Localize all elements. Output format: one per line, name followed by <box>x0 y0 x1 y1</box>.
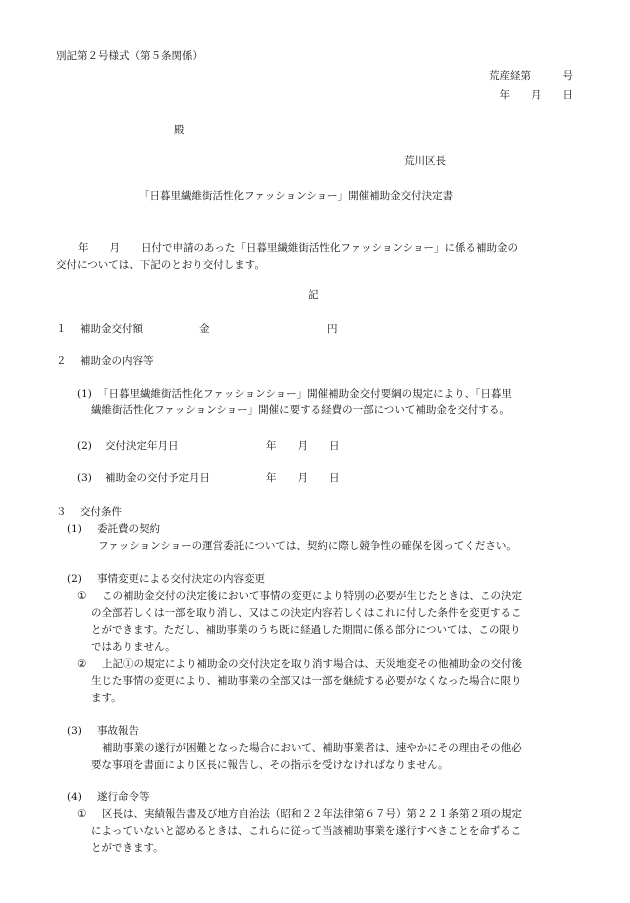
item2-number: ２ <box>56 355 67 367</box>
item2-sub1-line-2: 繊維街活性化ファッションショー」開催に要する経費の一部について補助金を交付する。 <box>91 404 510 416</box>
cond2-p2-number: ② <box>77 658 87 670</box>
cond4-p1-line-2: によっていないと認めるときは、これらに従って当該補助事業を遂行すべきことを命ずるこ <box>91 825 522 837</box>
cond1-line-1: ファッションショーの運営委託については、契約に際し競争性の確保を図ってください。 <box>98 540 517 552</box>
item3-number: ３ <box>56 506 67 518</box>
cond2-p1-line-4: ではありません。 <box>91 641 176 653</box>
item2-label: 補助金の内容等 <box>80 355 154 367</box>
item1-kin: 金 <box>199 323 210 335</box>
cond3-number: (3) <box>67 725 82 737</box>
cond2-p2-line-2: 生じた事情の変更により、補助事業の全部又は一部を継続する必要がなくなった場合に限り <box>91 675 522 687</box>
cond2-p1-number: ① <box>77 590 87 602</box>
cond1-label: 委託費の契約 <box>97 523 160 535</box>
item2-sub2-label: 交付決定年月日 <box>105 440 179 452</box>
cond2-p1-line-3: とができます。ただし、補助事業のうち既に経過した期間に係る部分については、この限り <box>91 624 521 636</box>
cond3-line-1: 補助事業の遂行が困難となった場合において、補助事業者は、速やかにその理由その他必 <box>102 742 522 754</box>
cond2-number: (2) <box>67 573 82 585</box>
item2-sub2-number: (2) <box>77 440 92 452</box>
item2-sub3-number: (3) <box>77 472 92 484</box>
item1-yen: 円 <box>327 323 338 335</box>
cond2-p2-line-3: ます。 <box>91 692 122 704</box>
document-title: 「日暮里繊維街活性化ファッションショー」開催補助金交付決定書 <box>139 190 454 202</box>
cond4-p1-number: ① <box>77 808 87 820</box>
cond2-p2-line-1: 上記①の規定により補助金の交付決定を取り消す場合は、天災地変その他補助金の交付後 <box>102 658 522 670</box>
ki-heading: 記 <box>308 289 319 301</box>
cond4-p1-line-1: 区長は、実績報告書及び地方自治法（昭和２２年法律第６７号）第２２１条第２項の規定 <box>102 808 522 820</box>
addressee-suffix: 殿 <box>174 124 185 136</box>
cond3-label: 事故報告 <box>97 725 139 737</box>
item3-label: 交付条件 <box>80 506 122 518</box>
item1-label: 補助金交付額 <box>80 323 143 335</box>
cond4-number: (4) <box>67 791 82 803</box>
cond1-number: (1) <box>67 523 82 535</box>
cond2-p1-line-2: の全部若しくは一部を取り消し、又はこの決定内容若しくはこれに付した条件を変更するこ <box>91 607 522 619</box>
item1-number: １ <box>56 323 67 335</box>
form-label: 別記第２号様式（第５条関係） <box>56 50 203 62</box>
cond2-label: 事情変更による交付決定の内容変更 <box>97 573 265 585</box>
intro-line-1: 年 月 日付で申請のあった「日暮里繊維街活性化ファッションショー」に係る補助金の <box>78 242 519 254</box>
document-date: 年 月 日 <box>499 89 573 101</box>
issuer-name: 荒川区長 <box>404 155 446 167</box>
item2-sub1-line-1: 「日暮里繊維街活性化ファッションショー」開催補助金交付要綱の規定により、「日暮里 <box>98 388 512 400</box>
cond4-label: 遂行命令等 <box>97 791 150 803</box>
item2-sub2-date: 年 月 日 <box>266 440 340 452</box>
cond4-p1-line-3: とができます。 <box>91 842 164 854</box>
item2-sub3-label: 補助金の交付予定月日 <box>105 472 210 484</box>
intro-line-2: 交付については、下記のとおり交付します。 <box>56 259 265 271</box>
cond2-p1-line-1: この補助金交付の決定後において事情の変更により特別の必要が生じたときは、この決定 <box>102 590 522 602</box>
cond3-line-2: 要な事項を書面により区長に報告し、その指示を受けなければなりません。 <box>91 759 449 771</box>
item2-sub1-number: (1) <box>77 388 92 400</box>
item2-sub3-date: 年 月 日 <box>266 472 340 484</box>
document-number: 荒産経第 号 <box>489 70 573 82</box>
